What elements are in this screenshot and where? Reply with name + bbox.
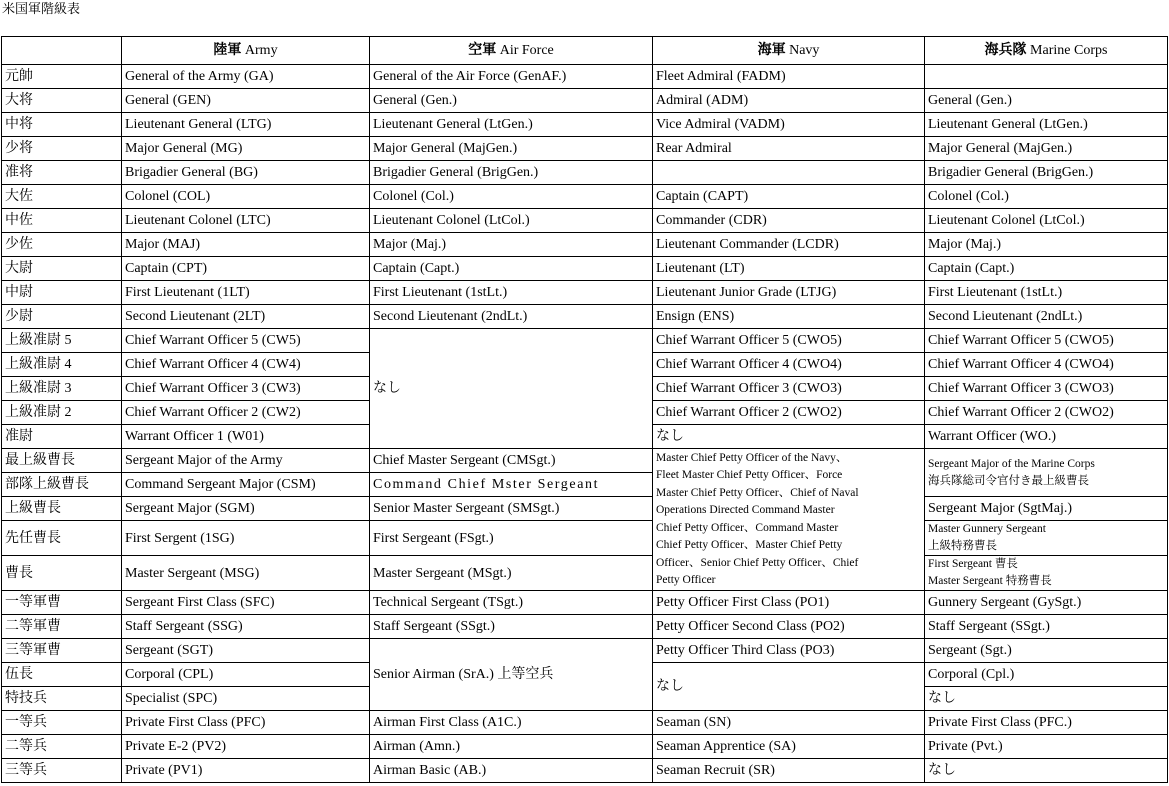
rank-cell: 准尉: [2, 425, 122, 449]
army-cell: Specialist (SPC): [122, 687, 370, 711]
army-cell: Sergeant (SGT): [122, 639, 370, 663]
airforce-cell: Airman First Class (A1C.): [370, 711, 653, 735]
airforce-cell: Staff Sergeant (SSgt.): [370, 615, 653, 639]
rank-cell: 一等兵: [2, 711, 122, 735]
rank-cell: 元帥: [2, 65, 122, 89]
marines-cell: Lieutenant General (LtGen.): [925, 113, 1168, 137]
table-row: [2, 449, 1168, 473]
marines-mgysgt-cell: [925, 521, 1168, 556]
airforce-cell: First Sergeant (FSgt.): [370, 521, 653, 556]
marines-cell: Chief Warrant Officer 5 (CWO5): [925, 329, 1168, 353]
table-row: [2, 137, 1168, 161]
navy-cell: Admiral (ADM): [653, 89, 925, 113]
marines-fsgt-line: Master Sergeant 特務曹長: [928, 575, 1052, 587]
navy-cell: [653, 161, 925, 185]
rank-cell: 少将: [2, 137, 122, 161]
table-row: [2, 735, 1168, 759]
table-row: [2, 209, 1168, 233]
navy-cell: Chief Warrant Officer 2 (CWO2): [653, 401, 925, 425]
rank-cell: 大佐: [2, 185, 122, 209]
army-cell: Colonel (COL): [122, 185, 370, 209]
navy-cell: Commander (CDR): [653, 209, 925, 233]
army-cell: Staff Sergeant (SSG): [122, 615, 370, 639]
table-row: [2, 281, 1168, 305]
table-row: [2, 711, 1168, 735]
table-row: [2, 497, 1168, 521]
marines-cell: First Lieutenant (1stLt.): [925, 281, 1168, 305]
marines-mgysgt-line: 上級特務曹長: [928, 540, 997, 552]
marines-fsgt-cell: [925, 556, 1168, 591]
navy-senior-line: Operations Directed Command Master: [656, 504, 835, 516]
table-row: [2, 556, 1168, 591]
airforce-cell: Chief Master Sergeant (CMSgt.): [370, 449, 653, 473]
marines-cell: Brigadier General (BrigGen.): [925, 161, 1168, 185]
airforce-cell: Senior Airman (SrA.) 上等空兵: [370, 639, 653, 711]
rank-cell: 上級准尉 2: [2, 401, 122, 425]
rank-cell: 先任曹長: [2, 521, 122, 556]
marines-cell: Corporal (Cpl.): [925, 663, 1168, 687]
airforce-cell: Airman Basic (AB.): [370, 759, 653, 783]
army-cell: Master Sergeant (MSG): [122, 556, 370, 591]
airforce-cell: General of the Air Force (GenAF.): [370, 65, 653, 89]
rank-cell: 特技兵: [2, 687, 122, 711]
rank-cell: 伍長: [2, 663, 122, 687]
airforce-cell: Command Chief Mster Sergeant: [370, 473, 653, 497]
navy-cell: Petty Officer Second Class (PO2): [653, 615, 925, 639]
army-cell: Major General (MG): [122, 137, 370, 161]
header-army: 陸軍 Army: [122, 37, 370, 65]
navy-cell: Rear Admiral: [653, 137, 925, 161]
table-row: [2, 233, 1168, 257]
army-cell: Command Sergeant Major (CSM): [122, 473, 370, 497]
marines-cell: Chief Warrant Officer 3 (CWO3): [925, 377, 1168, 401]
airforce-cell: Lieutenant General (LtGen.): [370, 113, 653, 137]
army-cell: Second Lieutenant (2LT): [122, 305, 370, 329]
rank-cell: 大将: [2, 89, 122, 113]
marines-smmc-line: 海兵隊総司令官付き最上級曹長: [928, 474, 1089, 487]
rank-cell: 上級曹長: [2, 497, 122, 521]
army-cell: Chief Warrant Officer 2 (CW2): [122, 401, 370, 425]
army-cell: General (GEN): [122, 89, 370, 113]
table-row: [2, 161, 1168, 185]
army-cell: Lieutenant Colonel (LTC): [122, 209, 370, 233]
table-row: [2, 113, 1168, 137]
marines-smmc-line: Sergeant Major of the Marine Corps: [928, 457, 1095, 470]
army-cell: Sergeant Major of the Army: [122, 449, 370, 473]
airforce-cell: General (Gen.): [370, 89, 653, 113]
marines-cell: Lieutenant Colonel (LtCol.): [925, 209, 1168, 233]
rank-cell: 大尉: [2, 257, 122, 281]
rank-cell: 部隊上級曹長: [2, 473, 122, 497]
army-cell: Private First Class (PFC): [122, 711, 370, 735]
navy-cell: なし: [653, 663, 925, 711]
army-cell: Lieutenant General (LTG): [122, 113, 370, 137]
navy-senior-line: Chief Petty Officer、Command Master: [656, 521, 839, 534]
navy-cell: Petty Officer Third Class (PO3): [653, 639, 925, 663]
marines-cell: Captain (Capt.): [925, 257, 1168, 281]
rank-table-body: [2, 65, 1168, 783]
navy-senior-enlisted-cell: [653, 449, 925, 591]
navy-cell: Ensign (ENS): [653, 305, 925, 329]
table-row: [2, 639, 1168, 663]
navy-senior-line: Fleet Master Chief Petty Officer、Force: [656, 469, 843, 481]
airforce-cell: Lieutenant Colonel (LtCol.): [370, 209, 653, 233]
rank-cell: 少尉: [2, 305, 122, 329]
rank-cell: 上級准尉 3: [2, 377, 122, 401]
navy-cell: Vice Admiral (VADM): [653, 113, 925, 137]
table-row: [2, 185, 1168, 209]
army-cell: Sergeant Major (SGM): [122, 497, 370, 521]
marines-cell: Chief Warrant Officer 4 (CWO4): [925, 353, 1168, 377]
airforce-cell: Major (Maj.): [370, 233, 653, 257]
army-cell: Chief Warrant Officer 4 (CW4): [122, 353, 370, 377]
rank-cell: 上級准尉 5: [2, 329, 122, 353]
airforce-cell: なし: [370, 329, 653, 449]
airforce-cell: Master Sergeant (MSgt.): [370, 556, 653, 591]
navy-senior-line: Master Chief Petty Officer、Chief of Naval: [656, 486, 859, 499]
rank-cell: 三等軍曹: [2, 639, 122, 663]
navy-cell: なし: [653, 425, 925, 449]
navy-cell: Chief Warrant Officer 3 (CWO3): [653, 377, 925, 401]
rank-cell: 二等兵: [2, 735, 122, 759]
marines-cell: Major (Maj.): [925, 233, 1168, 257]
airforce-cell: Captain (Capt.): [370, 257, 653, 281]
table-row: [2, 521, 1168, 556]
marines-mgysgt-line: Master Gunnery Sergeant: [928, 523, 1046, 535]
rank-cell: 上級准尉 4: [2, 353, 122, 377]
table-row: [2, 305, 1168, 329]
navy-senior-line: Master Chief Petty Officer of the Navy、: [656, 451, 848, 464]
marines-cell: Private First Class (PFC.): [925, 711, 1168, 735]
marines-cell: Staff Sergeant (SSgt.): [925, 615, 1168, 639]
navy-senior-line: Chief Petty Officer、Master Chief Petty: [656, 539, 843, 551]
table-row: [2, 615, 1168, 639]
rank-cell: 少佐: [2, 233, 122, 257]
army-cell: Brigadier General (BG): [122, 161, 370, 185]
table-row: [2, 89, 1168, 113]
marines-cell: なし: [925, 759, 1168, 783]
navy-senior-line: Officer、Senior Chief Petty Officer、Chief: [656, 556, 859, 569]
navy-cell: Seaman Apprentice (SA): [653, 735, 925, 759]
airforce-cell: Major General (MajGen.): [370, 137, 653, 161]
army-cell: First Sergent (1SG): [122, 521, 370, 556]
airforce-cell: Senior Master Sergeant (SMSgt.): [370, 497, 653, 521]
marines-cell: Colonel (Col.): [925, 185, 1168, 209]
table-row: [2, 329, 1168, 353]
marines-cell: Sergeant (Sgt.): [925, 639, 1168, 663]
army-cell: Chief Warrant Officer 3 (CW3): [122, 377, 370, 401]
header-row: [2, 37, 1168, 65]
table-row: [2, 65, 1168, 89]
header-marines: 海兵隊 Marine Corps: [925, 37, 1168, 65]
airforce-cell: Colonel (Col.): [370, 185, 653, 209]
army-cell: General of the Army (GA): [122, 65, 370, 89]
marines-cell: Warrant Officer (WO.): [925, 425, 1168, 449]
airforce-cell: Second Lieutenant (2ndLt.): [370, 305, 653, 329]
marines-cell: Major General (MajGen.): [925, 137, 1168, 161]
navy-cell: Lieutenant Junior Grade (LTJG): [653, 281, 925, 305]
army-cell: First Lieutenant (1LT): [122, 281, 370, 305]
army-cell: Warrant Officer 1 (W01): [122, 425, 370, 449]
rank-cell: 中尉: [2, 281, 122, 305]
rank-cell: 曹長: [2, 556, 122, 591]
navy-cell: Petty Officer First Class (PO1): [653, 591, 925, 615]
rank-cell: 准将: [2, 161, 122, 185]
airforce-cell: First Lieutenant (1stLt.): [370, 281, 653, 305]
army-cell: Major (MAJ): [122, 233, 370, 257]
rank-cell: 最上級曹長: [2, 449, 122, 473]
navy-cell: Fleet Admiral (FADM): [653, 65, 925, 89]
navy-cell: Lieutenant (LT): [653, 257, 925, 281]
table-row: [2, 759, 1168, 783]
marines-cell: Chief Warrant Officer 2 (CWO2): [925, 401, 1168, 425]
navy-cell: Seaman Recruit (SR): [653, 759, 925, 783]
rank-table: [1, 36, 1168, 783]
table-row: [2, 591, 1168, 615]
marines-cell: Second Lieutenant (2ndLt.): [925, 305, 1168, 329]
navy-cell: Chief Warrant Officer 4 (CWO4): [653, 353, 925, 377]
army-cell: Private E-2 (PV2): [122, 735, 370, 759]
header-rank: [2, 37, 122, 65]
marines-cell: Sergeant Major (SgtMaj.): [925, 497, 1168, 521]
page-title: 米国軍階級表: [2, 1, 81, 16]
navy-senior-line: Petty Officer: [656, 574, 716, 586]
marines-cell: General (Gen.): [925, 89, 1168, 113]
airforce-cell: Brigadier General (BrigGen.): [370, 161, 653, 185]
marines-cell: Gunnery Sergeant (GySgt.): [925, 591, 1168, 615]
table-row: [2, 257, 1168, 281]
navy-cell: Lieutenant Commander (LCDR): [653, 233, 925, 257]
army-cell: Private (PV1): [122, 759, 370, 783]
marines-cell: なし: [925, 687, 1168, 711]
navy-cell: Chief Warrant Officer 5 (CWO5): [653, 329, 925, 353]
header-navy: 海軍 Navy: [653, 37, 925, 65]
marines-fsgt-line: First Sergeant 曹長: [928, 558, 1018, 570]
army-cell: Captain (CPT): [122, 257, 370, 281]
rank-cell: 二等軍曹: [2, 615, 122, 639]
rank-cell: 三等兵: [2, 759, 122, 783]
army-cell: Sergeant First Class (SFC): [122, 591, 370, 615]
rank-cell: 一等軍曹: [2, 591, 122, 615]
airforce-cell: Technical Sergeant (TSgt.): [370, 591, 653, 615]
navy-cell: Seaman (SN): [653, 711, 925, 735]
rank-cell: 中将: [2, 113, 122, 137]
airforce-cell: Airman (Amn.): [370, 735, 653, 759]
marines-cell: Private (Pvt.): [925, 735, 1168, 759]
marines-cell: [925, 65, 1168, 89]
army-cell: Corporal (CPL): [122, 663, 370, 687]
army-cell: Chief Warrant Officer 5 (CW5): [122, 329, 370, 353]
header-airforce: 空軍 Air Force: [370, 37, 653, 65]
marines-smmc-cell: [925, 449, 1168, 497]
navy-cell: Captain (CAPT): [653, 185, 925, 209]
rank-cell: 中佐: [2, 209, 122, 233]
